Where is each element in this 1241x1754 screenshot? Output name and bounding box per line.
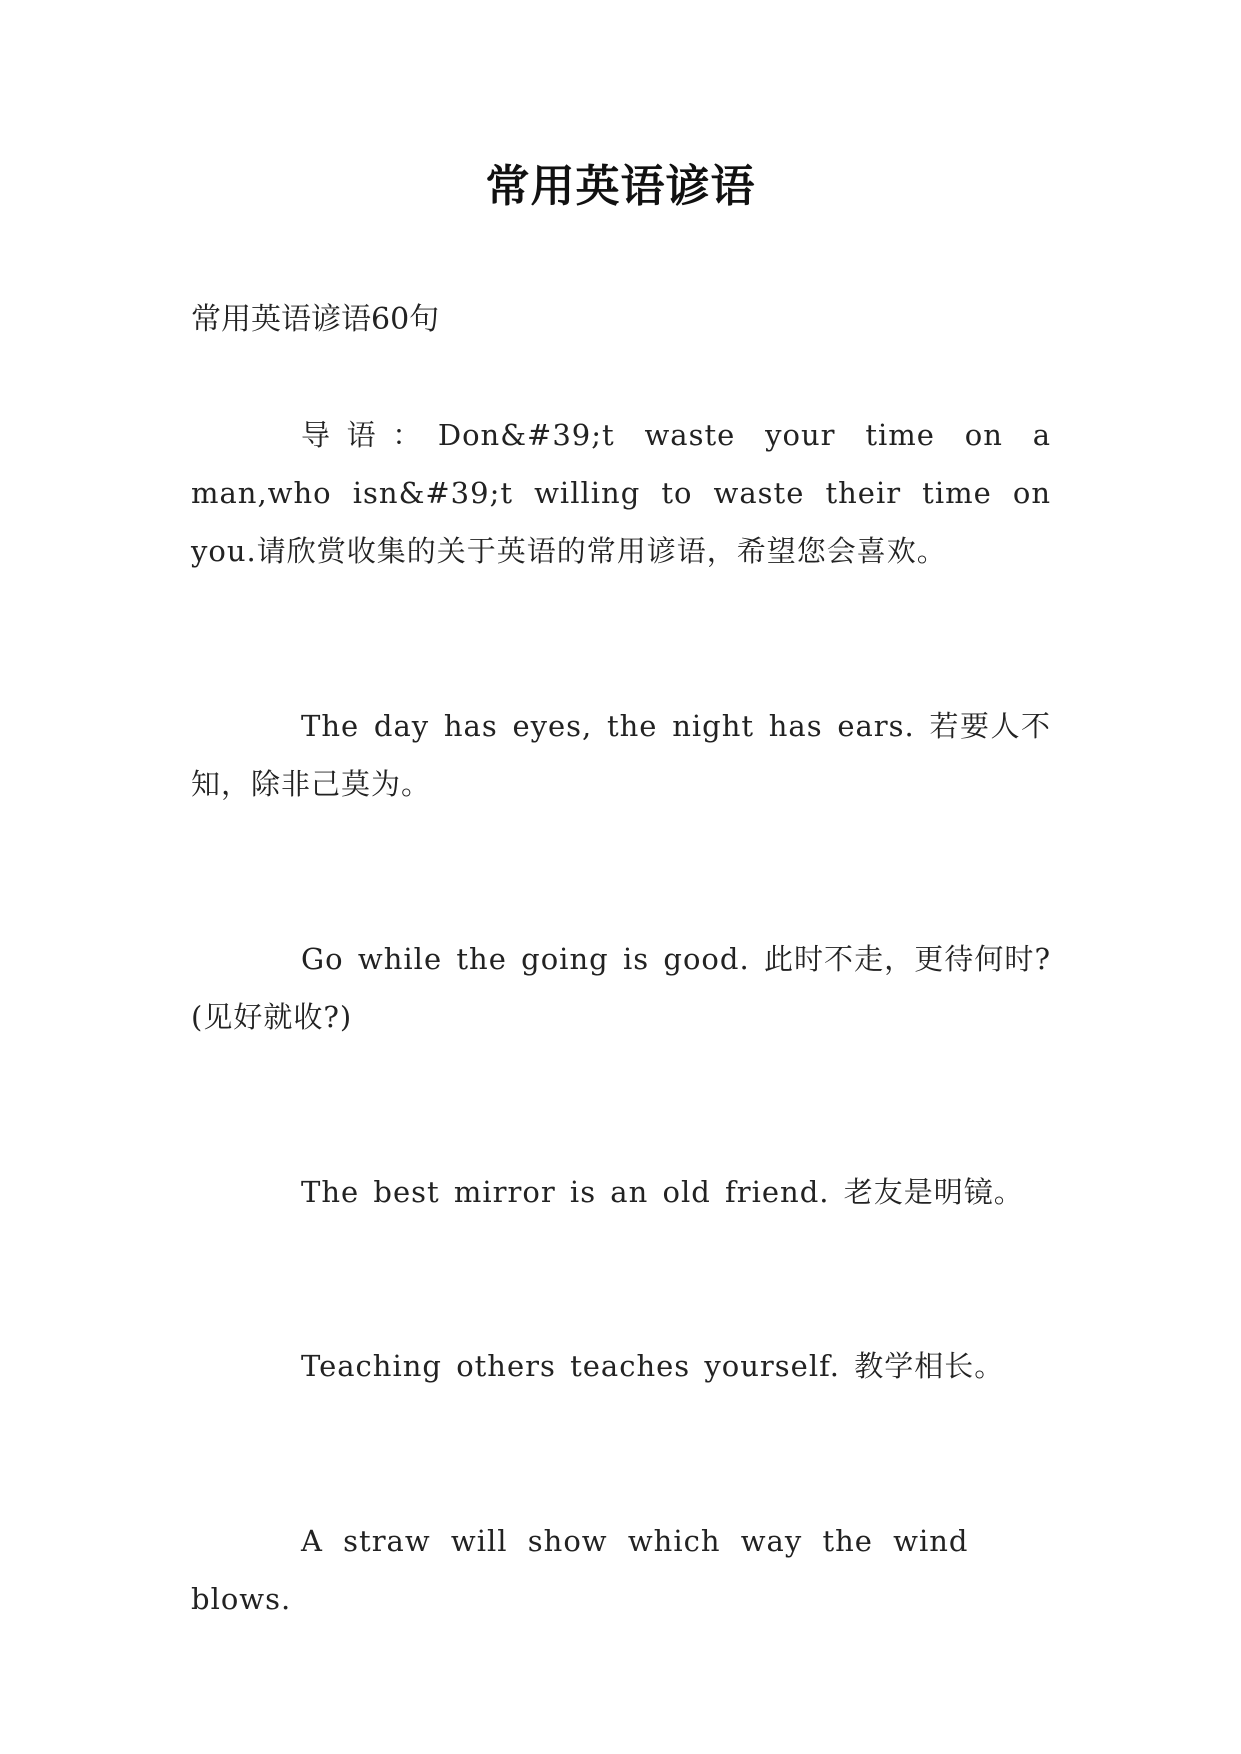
intro-paragraph: 导语：Don&#39;t waste your time on a man,who isn&#39;t willing to waste their time on you.请欣赏收集的关于英语的常用谚语，希望您会喜欢。 [191,418,1051,568]
proverb-paragraph: The best mirror is an old friend. 老友是明镜。 [301,1175,1024,1209]
document-title: 常用英语谚语 [485,161,756,212]
proverb-paragraph: The day has eyes, the night has ears. 若要人不知，除非己莫为。 [191,709,1051,801]
document-subtitle: 常用英语谚语60句 [191,302,440,337]
proverb-paragraph: Go while the going is good. 此时不走，更待何时?(见好就收?) [191,942,1051,1034]
proverb-paragraph: A straw will show which way the wind blows. [191,1524,969,1616]
proverb-paragraph: Teaching others teaches yourself. 教学相长。 [301,1349,1005,1383]
